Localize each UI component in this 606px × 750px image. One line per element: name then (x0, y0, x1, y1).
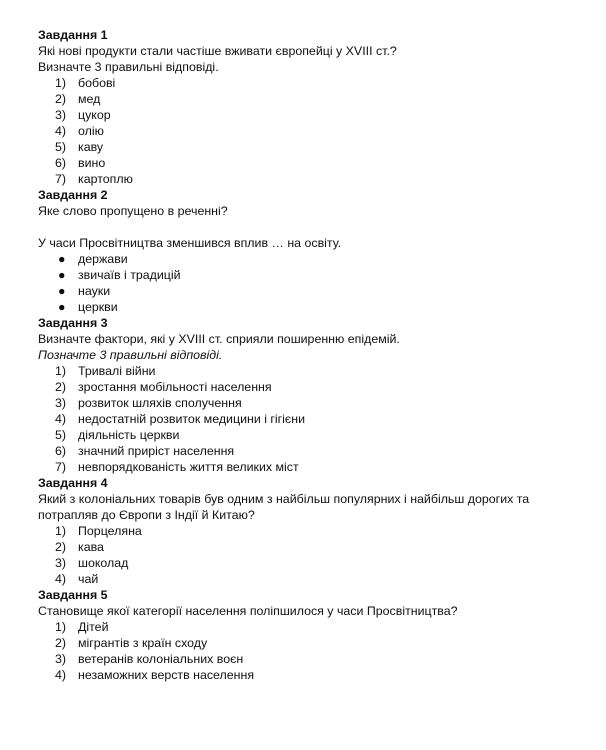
option-number: 2) (55, 636, 67, 650)
question-text: Становище якої категорії населення поліпшилося у часи Просвітництва? (38, 604, 458, 618)
option-number: 3) (55, 396, 67, 410)
question-text: Які нові продукти стали частіше вживати європейці у XVIII ст.? (38, 44, 397, 58)
task-title: Завдання 5 (38, 588, 108, 602)
option-number: 6) (55, 156, 67, 170)
answer-option (38, 363, 578, 379)
option-text: шоколад (78, 556, 129, 570)
option-text: держави (78, 252, 128, 266)
option-text: діяльність церкви (78, 428, 180, 442)
answer-option (38, 395, 578, 411)
answer-option (38, 91, 578, 107)
option-text: бобові (78, 76, 116, 90)
option-text: Дітей (78, 620, 109, 634)
answer-option (38, 299, 578, 315)
option-number: 6) (55, 444, 67, 458)
option-number: 7) (55, 172, 67, 186)
answer-option (38, 251, 578, 267)
option-number: 4) (55, 412, 67, 426)
answer-option (38, 123, 578, 139)
bullet-icon: ● (58, 300, 66, 314)
option-text: чай (78, 572, 99, 586)
option-number: 4) (55, 668, 67, 682)
task-5 (38, 587, 578, 683)
task-title: Завдання 1 (38, 28, 108, 42)
answer-option (38, 379, 578, 395)
option-text: кава (78, 540, 104, 554)
sentence-text: У часи Просвітництва зменшився вплив … на освіту. (38, 236, 342, 250)
task-1 (38, 27, 578, 187)
answer-option (38, 459, 578, 475)
option-text: звичаїв і традицій (78, 268, 181, 282)
option-text: ветеранів колоніальних воєн (78, 652, 244, 666)
answer-option (38, 411, 578, 427)
answer-option (38, 107, 578, 123)
question-text: Яке слово пропущено в реченні? (38, 204, 228, 218)
answer-option (38, 443, 578, 459)
option-text: Тривалі війни (78, 364, 156, 378)
option-text: картоплю (78, 172, 133, 186)
option-number: 5) (55, 140, 67, 154)
answer-option (38, 667, 578, 683)
answer-option (38, 427, 578, 443)
bullet-icon: ● (58, 252, 66, 266)
answer-option (38, 523, 578, 539)
option-text: незаможних верств населення (78, 668, 255, 682)
option-number: 3) (55, 556, 67, 570)
instruction-text: Позначте 3 правильні відповіді. (38, 348, 223, 362)
option-text: каву (78, 140, 104, 154)
bullet-icon: ● (58, 268, 66, 282)
answer-option (38, 75, 578, 91)
task-3 (38, 315, 578, 475)
option-text: невпорядкованість життя великих міст (78, 460, 299, 474)
task-title: Завдання 3 (38, 316, 108, 330)
option-text: недостатній розвиток медицини і гігієни (78, 412, 306, 426)
document (38, 27, 578, 683)
option-text: науки (78, 284, 111, 298)
question-text: Визначте фактори, які у XVIII ст. сприяли поширенню епідемій. (38, 332, 400, 346)
option-text: мед (78, 92, 101, 106)
answer-option (38, 635, 578, 651)
answer-option (38, 267, 578, 283)
instruction-text: Визначте 3 правильні відповіді. (38, 60, 219, 74)
option-number: 2) (55, 380, 67, 394)
task-title: Завдання 4 (38, 476, 108, 490)
option-number: 7) (55, 460, 67, 474)
task-2 (38, 187, 578, 315)
answer-option (38, 619, 578, 635)
answer-option (38, 571, 578, 587)
option-number: 3) (55, 652, 67, 666)
option-text: зростання мобільності населення (78, 380, 272, 394)
answer-option (38, 283, 578, 299)
option-number: 4) (55, 572, 67, 586)
option-text: розвиток шляхів сполучення (78, 396, 242, 410)
answer-option (38, 171, 578, 187)
option-text: цукор (78, 108, 111, 122)
option-number: 1) (55, 76, 67, 90)
answer-option (38, 539, 578, 555)
blank-line (38, 219, 578, 235)
answer-option (38, 155, 578, 171)
option-number: 1) (55, 524, 67, 538)
option-text: церкви (78, 300, 118, 314)
answer-option (38, 651, 578, 667)
option-number: 1) (55, 364, 67, 378)
option-text: Порцеляна (78, 524, 142, 538)
option-number: 3) (55, 108, 67, 122)
option-text: вино (78, 156, 106, 170)
option-number: 4) (55, 124, 67, 138)
answer-option (38, 139, 578, 155)
option-text: мігрантів з країн сходу (78, 636, 208, 650)
question-text-continued: потрапляв до Європи з Індії й Китаю? (38, 508, 255, 522)
option-number: 2) (55, 540, 67, 554)
question-text: Який з колоніальних товарів був одним з найбільш популярних і найбільш дорогих та (38, 492, 530, 506)
task-title: Завдання 2 (38, 188, 108, 202)
option-number: 1) (55, 620, 67, 634)
option-text: значний приріст населення (78, 444, 235, 458)
option-number: 2) (55, 92, 67, 106)
answer-option (38, 555, 578, 571)
bullet-icon: ● (58, 284, 66, 298)
task-4 (38, 475, 578, 587)
option-number: 5) (55, 428, 67, 442)
option-text: олію (78, 124, 104, 138)
